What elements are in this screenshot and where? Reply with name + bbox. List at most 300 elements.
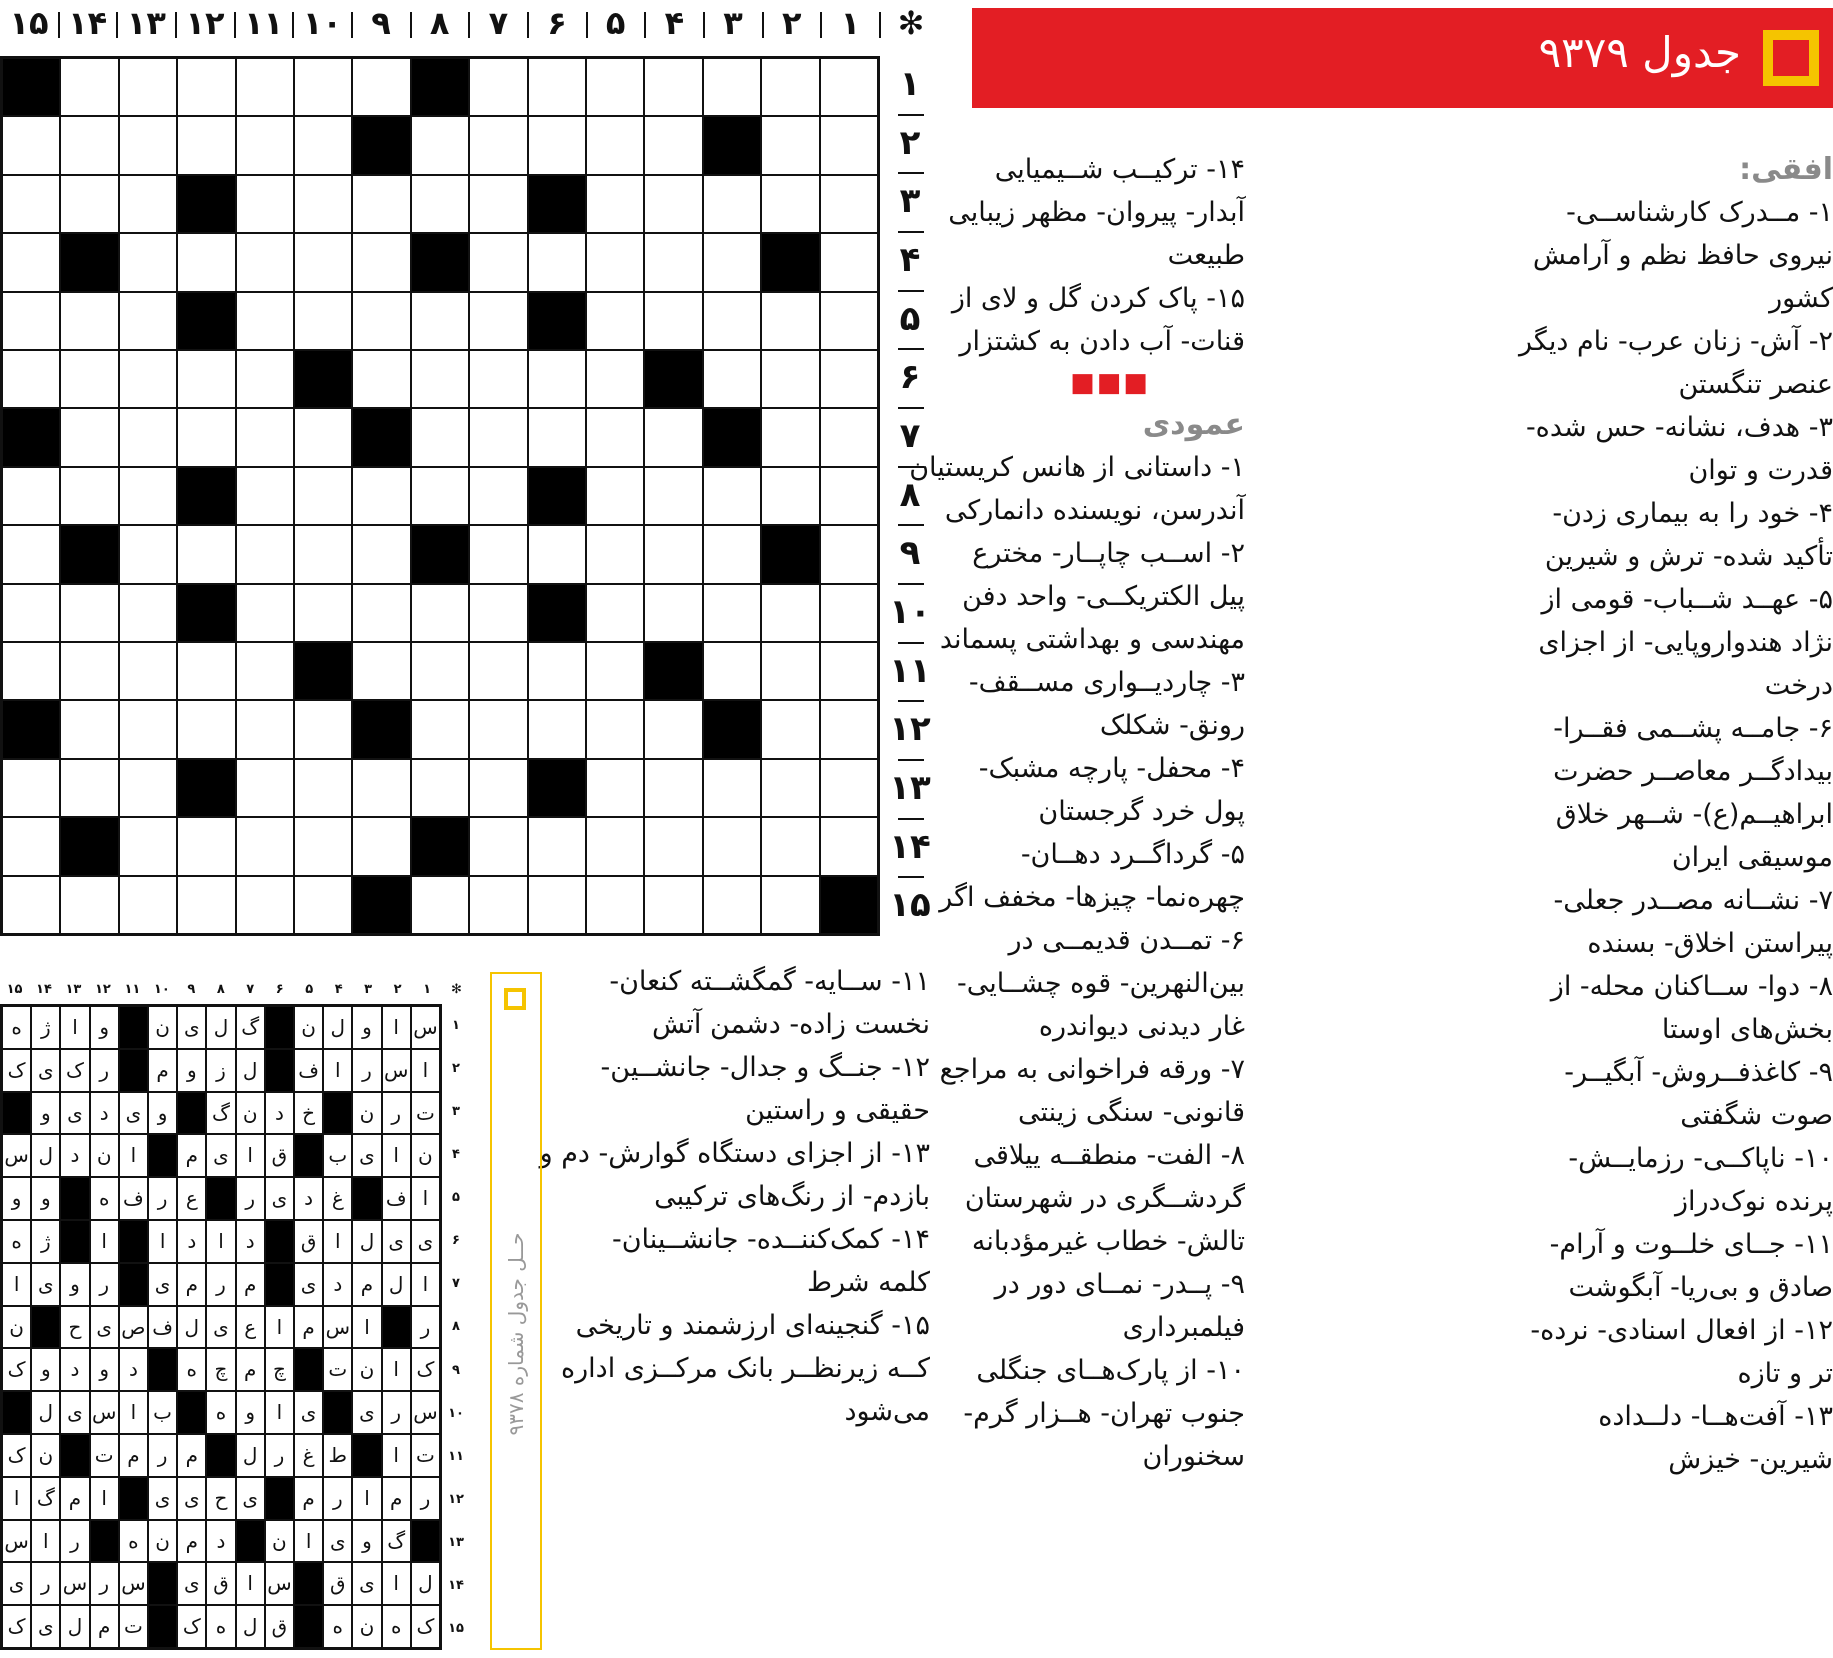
grid-cell[interactable] — [236, 642, 294, 700]
clue-line: قانونی- سنگی زینتی — [1017, 1097, 1245, 1128]
grid-cell[interactable] — [236, 700, 294, 758]
grid-cell[interactable] — [352, 58, 410, 116]
solution-black-cell — [352, 1434, 381, 1477]
solution-black-cell — [119, 1477, 148, 1520]
grid-cell[interactable] — [119, 292, 177, 350]
solution-cell: خ — [294, 1092, 323, 1135]
grid-cell[interactable] — [703, 817, 761, 875]
grid-cell[interactable] — [294, 876, 352, 934]
grid-cell[interactable] — [119, 817, 177, 875]
solution-cell: ا — [352, 1477, 381, 1520]
grid-cell[interactable] — [60, 116, 118, 174]
grid-cell[interactable] — [236, 175, 294, 233]
grid-cell[interactable] — [761, 700, 819, 758]
solution-row-number: ۱۱ — [448, 1448, 464, 1464]
grid-cell[interactable] — [2, 175, 60, 233]
grid-cell[interactable] — [703, 292, 761, 350]
grid-cell[interactable] — [352, 175, 410, 233]
solution-black-cell — [206, 1177, 235, 1220]
grid-cell[interactable] — [703, 350, 761, 408]
grid-cell[interactable] — [177, 233, 235, 291]
grid-cell[interactable] — [469, 175, 527, 233]
grid-cell[interactable] — [294, 467, 352, 525]
grid-cell[interactable] — [60, 759, 118, 817]
grid-cell[interactable] — [119, 175, 177, 233]
grid-cell[interactable] — [820, 759, 878, 817]
grid-cell[interactable] — [236, 116, 294, 174]
grid-cell[interactable] — [119, 350, 177, 408]
grid-cell[interactable] — [528, 817, 586, 875]
grid-cell[interactable] — [411, 642, 469, 700]
grid-cell[interactable] — [469, 817, 527, 875]
grid-cell[interactable] — [352, 292, 410, 350]
solution-cell: ت — [119, 1605, 148, 1648]
grid-cell[interactable] — [469, 58, 527, 116]
solution-cell: م — [90, 1605, 119, 1648]
grid-cell[interactable] — [352, 817, 410, 875]
black-cell — [411, 58, 469, 116]
grid-cell[interactable] — [761, 876, 819, 934]
solution-cell: ه — [2, 1220, 31, 1263]
grid-cell[interactable] — [411, 175, 469, 233]
black-cell — [528, 759, 586, 817]
grid-cell[interactable] — [411, 292, 469, 350]
grid-cell[interactable] — [644, 817, 702, 875]
solution-corner-star: ✻ — [451, 982, 462, 997]
grid-cell[interactable] — [761, 467, 819, 525]
grid-cell[interactable] — [411, 700, 469, 758]
solution-cell: ر — [323, 1477, 352, 1520]
grid-cell[interactable] — [294, 700, 352, 758]
grid-cell[interactable] — [352, 584, 410, 642]
solution-cell: ه — [323, 1605, 352, 1648]
solution-cell: ف — [119, 1177, 148, 1220]
grid-cell[interactable] — [294, 116, 352, 174]
grid-cell[interactable] — [703, 525, 761, 583]
grid-cell[interactable] — [352, 642, 410, 700]
grid-cell[interactable] — [60, 175, 118, 233]
grid-cell[interactable] — [2, 525, 60, 583]
grid-cell[interactable] — [411, 350, 469, 408]
grid-cell[interactable] — [820, 408, 878, 466]
grid-cell[interactable] — [469, 467, 527, 525]
grid-cell[interactable] — [644, 116, 702, 174]
row-separator — [898, 290, 924, 292]
grid-cell[interactable] — [236, 584, 294, 642]
grid-cell[interactable] — [236, 467, 294, 525]
grid-cell[interactable] — [294, 759, 352, 817]
solution-black-cell — [2, 1391, 31, 1434]
grid-cell[interactable] — [820, 116, 878, 174]
grid-cell[interactable] — [2, 817, 60, 875]
grid-cell[interactable] — [644, 58, 702, 116]
clue-line: عنصر تنگستن — [1678, 369, 1833, 400]
clue-line: ۸- الفت- منطقــه ییلاقی — [973, 1140, 1245, 1171]
grid-cell[interactable] — [177, 876, 235, 934]
clue-line: گردشــگری در شهرستان — [964, 1183, 1245, 1214]
grid-cell[interactable] — [119, 876, 177, 934]
grid-cell[interactable] — [820, 292, 878, 350]
grid-cell[interactable] — [644, 175, 702, 233]
grid-cell[interactable] — [586, 116, 644, 174]
column-number: ۵ — [605, 4, 626, 42]
grid-cell[interactable] — [644, 759, 702, 817]
grid-cell[interactable] — [469, 876, 527, 934]
grid-cell[interactable] — [820, 467, 878, 525]
solution-cell: ل — [177, 1306, 206, 1349]
solution-cell: ر — [411, 1306, 440, 1349]
grid-cell[interactable] — [528, 876, 586, 934]
grid-cell[interactable] — [294, 175, 352, 233]
solution-cell: ا — [119, 1391, 148, 1434]
grid-cell[interactable] — [236, 408, 294, 466]
grid-cell[interactable] — [119, 58, 177, 116]
grid-cell[interactable] — [644, 467, 702, 525]
grid-cell[interactable] — [528, 525, 586, 583]
row-separator — [898, 524, 924, 526]
grid-cell[interactable] — [177, 408, 235, 466]
grid-cell[interactable] — [703, 759, 761, 817]
solution-cell: د — [60, 1348, 89, 1391]
grid-cell[interactable] — [820, 233, 878, 291]
grid-cell[interactable] — [528, 642, 586, 700]
grid-cell[interactable] — [236, 876, 294, 934]
grid-cell[interactable] — [586, 700, 644, 758]
solution-cell: ا — [382, 1562, 411, 1605]
grid-cell[interactable] — [586, 233, 644, 291]
grid-cell[interactable] — [586, 408, 644, 466]
grid-cell[interactable] — [177, 58, 235, 116]
solution-cell: و — [90, 1348, 119, 1391]
clue-line: ۴- خود را به بیماری زدن- — [1552, 498, 1833, 529]
grid-cell[interactable] — [119, 642, 177, 700]
black-cell — [761, 233, 819, 291]
column-number: ۴ — [664, 4, 685, 42]
grid-cell[interactable] — [469, 350, 527, 408]
solution-cell: ل — [31, 1134, 60, 1177]
grid-cell[interactable] — [469, 700, 527, 758]
black-cell — [528, 467, 586, 525]
grid-cell[interactable] — [177, 116, 235, 174]
solution-cell: م — [60, 1477, 89, 1520]
grid-cell[interactable] — [2, 292, 60, 350]
grid-cell[interactable] — [119, 700, 177, 758]
column-separator — [879, 12, 881, 38]
grid-cell[interactable] — [177, 700, 235, 758]
grid-cell[interactable] — [761, 292, 819, 350]
grid-cell[interactable] — [586, 817, 644, 875]
clue-line: ۱۵- گنجینه‌ای ارزشمند و تاریخی — [575, 1310, 930, 1341]
black-cell — [411, 817, 469, 875]
solution-column-number: ۱ — [423, 982, 432, 997]
grid-cell[interactable] — [761, 817, 819, 875]
grid-cell[interactable] — [703, 467, 761, 525]
grid-cell[interactable] — [644, 876, 702, 934]
solution-cell: ه — [119, 1520, 148, 1563]
grid-cell[interactable] — [528, 58, 586, 116]
solution-cell: ا — [323, 1220, 352, 1263]
grid-cell[interactable] — [352, 525, 410, 583]
grid-cell[interactable] — [60, 700, 118, 758]
grid-cell[interactable] — [703, 584, 761, 642]
grid-cell[interactable] — [236, 58, 294, 116]
clue-line: نژاد هندواروپایی- از اجزای — [1538, 627, 1833, 658]
solution-cell: و — [148, 1092, 177, 1135]
grid-cell[interactable] — [177, 642, 235, 700]
grid-cell[interactable] — [2, 759, 60, 817]
grid-cell[interactable] — [119, 116, 177, 174]
solution-cell: ل — [411, 1562, 440, 1605]
grid-cell[interactable] — [761, 116, 819, 174]
grid-cell[interactable] — [761, 350, 819, 408]
grid-cell[interactable] — [294, 817, 352, 875]
grid-cell[interactable] — [177, 525, 235, 583]
solution-cell: ا — [411, 1263, 440, 1306]
grid-cell[interactable] — [469, 116, 527, 174]
solution-cell: ی — [119, 1092, 148, 1135]
black-cell — [60, 233, 118, 291]
grid-cell[interactable] — [2, 876, 60, 934]
grid-cell[interactable] — [469, 584, 527, 642]
grid-cell[interactable] — [586, 759, 644, 817]
clue-heading: عمودی — [1142, 407, 1245, 442]
grid-cell[interactable] — [820, 584, 878, 642]
grid-cell[interactable] — [411, 876, 469, 934]
solution-cell: ی — [206, 1306, 235, 1349]
grid-cell[interactable] — [586, 58, 644, 116]
solution-cell: د — [90, 1092, 119, 1135]
solution-row-number: ۶ — [452, 1233, 460, 1249]
grid-cell[interactable] — [294, 292, 352, 350]
solution-cell: ر — [148, 1434, 177, 1477]
solution-cell: ی — [31, 1263, 60, 1306]
grid-cell[interactable] — [469, 642, 527, 700]
grid-cell[interactable] — [820, 817, 878, 875]
grid-cell[interactable] — [644, 408, 702, 466]
clue-line: ۲- آش- زنان عرب- نام دیگر — [1519, 326, 1833, 357]
grid-cell[interactable] — [2, 116, 60, 174]
solution-cell: گ — [206, 1092, 235, 1135]
grid-cell[interactable] — [761, 642, 819, 700]
grid-cell[interactable] — [294, 584, 352, 642]
solution-cell: ی — [352, 1562, 381, 1605]
grid-cell[interactable] — [236, 292, 294, 350]
grid-cell[interactable] — [469, 408, 527, 466]
grid-cell[interactable] — [703, 233, 761, 291]
grid-cell[interactable] — [60, 876, 118, 934]
grid-cell[interactable] — [586, 292, 644, 350]
grid-cell[interactable] — [60, 292, 118, 350]
clue-line: ابراهیــم(ع)- شــهر خلاق — [1555, 799, 1833, 830]
solution-black-cell — [148, 1134, 177, 1177]
solution-cell: ا — [382, 1348, 411, 1391]
grid-cell[interactable] — [469, 759, 527, 817]
grid-cell[interactable] — [294, 233, 352, 291]
grid-cell[interactable] — [820, 700, 878, 758]
solution-cell: ک — [411, 1348, 440, 1391]
solution-cell: ن — [265, 1520, 294, 1563]
grid-cell[interactable] — [119, 467, 177, 525]
grid-cell[interactable] — [469, 292, 527, 350]
grid-cell[interactable] — [528, 233, 586, 291]
grid-cell[interactable] — [236, 759, 294, 817]
grid-cell[interactable] — [236, 525, 294, 583]
solution-black-cell — [2, 1092, 31, 1135]
clue-line: طبیعت — [1167, 240, 1245, 271]
grid-cell[interactable] — [703, 175, 761, 233]
grid-cell[interactable] — [644, 584, 702, 642]
black-cell — [177, 175, 235, 233]
grid-cell[interactable] — [528, 700, 586, 758]
black-cell — [644, 350, 702, 408]
grid-cell[interactable] — [177, 350, 235, 408]
black-cell — [60, 525, 118, 583]
grid-cell[interactable] — [60, 58, 118, 116]
grid-cell[interactable] — [411, 408, 469, 466]
column-number: ۹ — [371, 4, 391, 42]
grid-cell[interactable] — [528, 408, 586, 466]
row-separator — [898, 642, 924, 644]
grid-cell[interactable] — [644, 233, 702, 291]
grid-cell[interactable] — [60, 467, 118, 525]
solution-cell: ر — [352, 1049, 381, 1092]
grid-cell[interactable] — [60, 408, 118, 466]
solution-cell: ک — [177, 1605, 206, 1648]
grid-cell[interactable] — [820, 642, 878, 700]
grid-cell[interactable] — [2, 584, 60, 642]
grid-cell[interactable] — [352, 759, 410, 817]
grid-cell[interactable] — [352, 467, 410, 525]
grid-cell[interactable] — [2, 233, 60, 291]
solution-black-cell — [119, 1006, 148, 1049]
solution-row-number: ۴ — [452, 1147, 460, 1163]
clue-line: شیرین- خیزش — [1668, 1444, 1833, 1475]
grid-cell[interactable] — [761, 584, 819, 642]
grid-cell[interactable] — [352, 350, 410, 408]
grid-cell[interactable] — [528, 116, 586, 174]
grid-cell[interactable] — [2, 642, 60, 700]
grid-cell[interactable] — [236, 350, 294, 408]
grid-cell[interactable] — [2, 467, 60, 525]
clue-line: می‌شود — [844, 1396, 930, 1427]
grid-cell[interactable] — [236, 233, 294, 291]
grid-cell[interactable] — [411, 467, 469, 525]
grid-cell[interactable] — [820, 525, 878, 583]
solution-cell: م — [177, 1520, 206, 1563]
grid-cell[interactable] — [119, 233, 177, 291]
grid-cell[interactable] — [586, 350, 644, 408]
column-number: ۶ — [547, 4, 567, 42]
clue-line: ۹- کاغذفــروش- آبگیــر- — [1564, 1057, 1833, 1088]
grid-cell[interactable] — [119, 408, 177, 466]
grid-cell[interactable] — [177, 817, 235, 875]
grid-cell[interactable] — [703, 876, 761, 934]
grid-cell[interactable] — [820, 58, 878, 116]
grid-cell[interactable] — [411, 116, 469, 174]
grid-cell[interactable] — [586, 175, 644, 233]
solution-black-cell — [265, 1006, 294, 1049]
grid-cell[interactable] — [644, 525, 702, 583]
clue-line: چهره‌نما- چیزها- مخفف اگر — [939, 882, 1245, 913]
grid-cell[interactable] — [60, 642, 118, 700]
grid-cell[interactable] — [294, 408, 352, 466]
clue-line: صادق و بی‌ریا- آبگوشت — [1568, 1272, 1833, 1303]
grid-cell[interactable] — [586, 525, 644, 583]
solution-column-number: ۶ — [275, 982, 284, 997]
clue-line: پیل الکتریکــی- واحد دفن — [962, 581, 1245, 612]
solution-title: حــل جدول شماره ۹۳۷۸ — [504, 1232, 528, 1436]
grid-cell[interactable] — [644, 292, 702, 350]
solution-cell: د — [206, 1520, 235, 1563]
solution-cell: م — [294, 1306, 323, 1349]
solution-black-cell — [323, 1092, 352, 1135]
solution-cell: م — [177, 1263, 206, 1306]
solution-cell: ن — [352, 1605, 381, 1648]
grid-cell[interactable] — [469, 233, 527, 291]
solution-cell: ا — [352, 1306, 381, 1349]
row-numbers — [882, 56, 942, 936]
grid-cell[interactable] — [820, 350, 878, 408]
solution-cell: م — [294, 1477, 323, 1520]
solution-cell: ک — [2, 1348, 31, 1391]
grid-cell[interactable] — [586, 467, 644, 525]
black-cell — [177, 759, 235, 817]
solution-cell: و — [31, 1177, 60, 1220]
grid-cell[interactable] — [703, 642, 761, 700]
grid-cell[interactable] — [294, 525, 352, 583]
grid-cell[interactable] — [528, 350, 586, 408]
grid-cell[interactable] — [60, 350, 118, 408]
grid-cell[interactable] — [294, 58, 352, 116]
clue-line: رونق- شکلک — [1099, 710, 1245, 741]
solution-cell: ی — [60, 1391, 89, 1434]
solution-cell: ا — [382, 1006, 411, 1049]
grid-cell[interactable] — [411, 584, 469, 642]
grid-cell[interactable] — [820, 175, 878, 233]
clue-line: صوت شگفتی — [1680, 1100, 1833, 1131]
solution-cell: س — [411, 1006, 440, 1049]
puzzle-title: جدول ۹۳۷۹ — [1538, 28, 1741, 77]
solution-cell: ا — [294, 1520, 323, 1563]
grid-cell[interactable] — [761, 58, 819, 116]
grid-cell[interactable] — [236, 817, 294, 875]
grid-cell[interactable] — [411, 759, 469, 817]
grid-cell[interactable] — [586, 642, 644, 700]
row-number: ۱۳ — [889, 768, 931, 809]
grid-cell[interactable] — [469, 525, 527, 583]
solution-cell: ا — [148, 1220, 177, 1263]
row-number: ۱۴ — [889, 826, 931, 867]
grid-cell[interactable] — [761, 408, 819, 466]
solution-black-cell — [294, 1562, 323, 1605]
grid-cell[interactable] — [703, 58, 761, 116]
grid-cell[interactable] — [586, 584, 644, 642]
column-number: ۲ — [781, 4, 802, 42]
clue-line: غار دیدنی دیواندره — [1038, 1011, 1245, 1042]
solution-cell: ن — [352, 1348, 381, 1391]
grid-cell[interactable] — [761, 175, 819, 233]
grid-cell[interactable] — [352, 233, 410, 291]
grid-cell[interactable] — [586, 876, 644, 934]
grid-cell[interactable] — [761, 759, 819, 817]
grid-cell[interactable] — [119, 525, 177, 583]
solution-cell: چ — [265, 1348, 294, 1391]
grid-cell[interactable] — [119, 759, 177, 817]
grid-cell[interactable] — [2, 350, 60, 408]
grid-cell[interactable] — [119, 584, 177, 642]
grid-cell[interactable] — [644, 700, 702, 758]
grid-cell[interactable] — [60, 584, 118, 642]
